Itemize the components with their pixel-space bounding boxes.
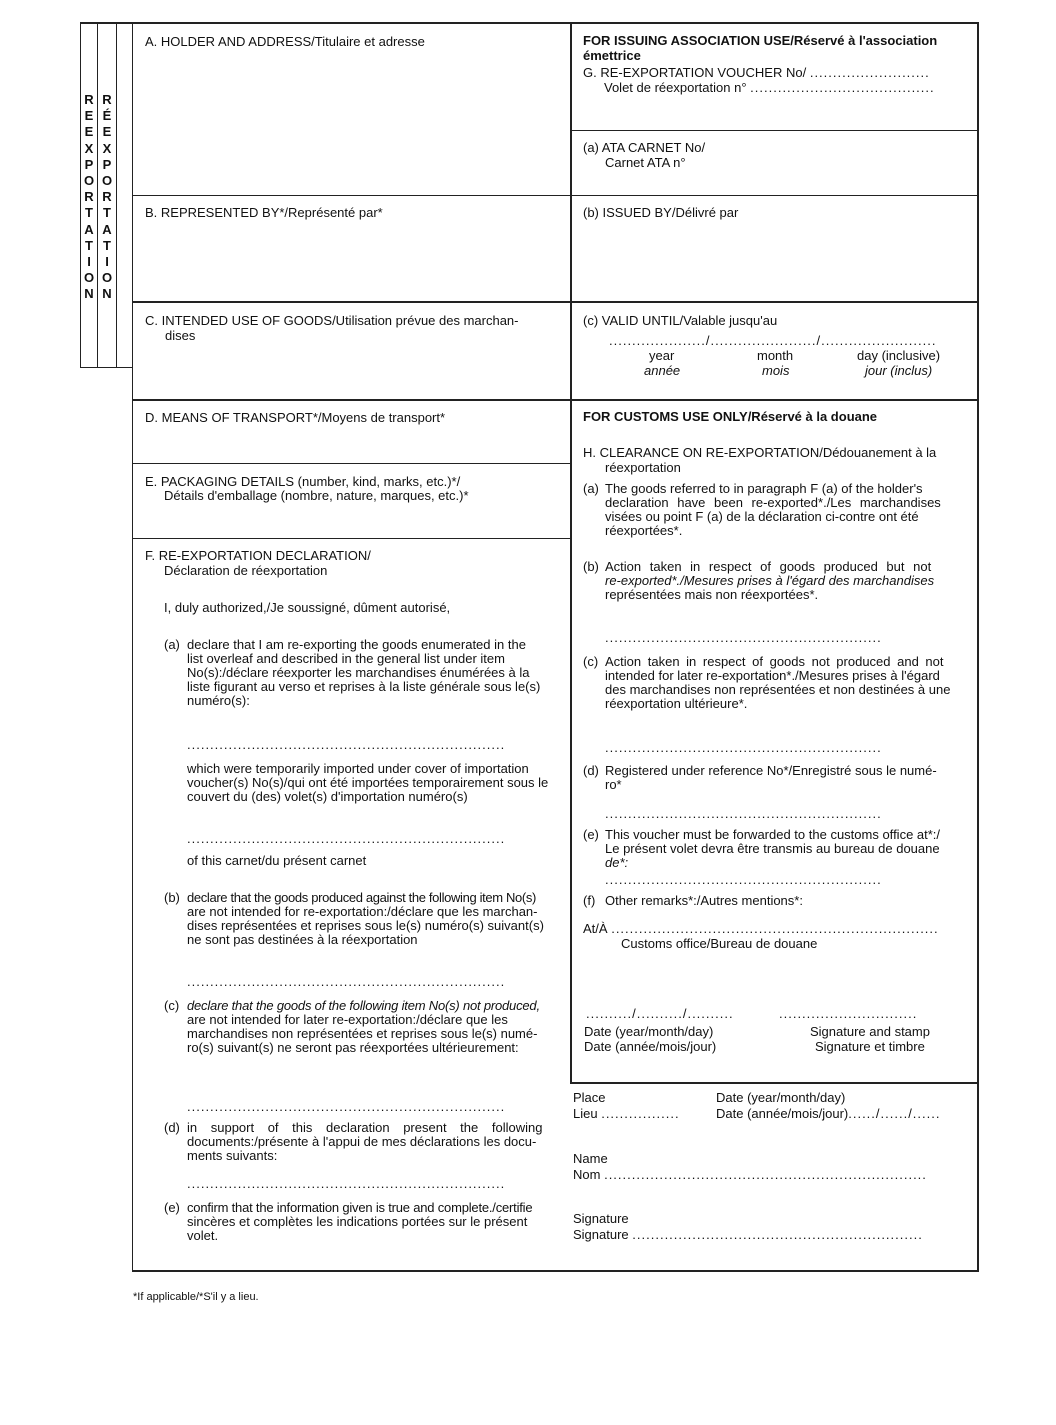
reexportation-declaration-label-fr: Déclaration de réexportation [164,563,328,578]
name-label: Name [573,1151,608,1166]
voucher-number-label: G. RE-EXPORTATION VOUCHER No/ .......................... [583,65,930,80]
hb-marker: (b) [583,559,599,574]
ha-text-2: declaration have been re-exported*./Les marchandises [605,495,941,510]
fe-text-1: confirm that the information given is true and complete./certifie [187,1200,533,1215]
fb-text-2: are not intended for re-exportation:/déclare que les marchan- [187,904,538,919]
side1-letter: O [83,173,95,189]
fd-text-1: in support of this declaration present the following [187,1120,543,1135]
fc-text-1: declare that the goods of the following item No(s) not produced, [187,998,540,1013]
fc-text-3: marchandises non représentées et reprises sous le(s) numé- [187,1026,538,1041]
place-label: Place [573,1090,606,1105]
side1-letter: N [84,286,94,302]
fb-text-3: dises représentées et reprises sous le(s) numéro(s) suivant(s) [187,918,544,933]
side2-letter: N [102,286,112,302]
side1-letter: I [87,254,91,270]
customs-signature-field[interactable]: .............................. [779,1006,918,1021]
signature-label: Signature [573,1211,629,1226]
hc-text-1: Action taken in respect of goods not produced and not [605,654,944,669]
fa-marker: (a) [164,637,180,652]
hf-text-1: Other remarks*:/Autres mentions*: [605,893,803,908]
side1-letter: E [84,124,94,140]
fa-carnet-text: of this carnet/du présent carnet [187,853,367,868]
date2-label-fr: Date (année/mois/jour)....../....../...... [716,1106,941,1121]
fa-text-4: liste figurant au verso et reprises à la liste générale sous le(s) [187,679,541,694]
carnet-number-label-fr: Carnet ATA n° [605,155,686,170]
hf-marker: (f) [583,893,596,908]
footnote: *If applicable/*S'il y a lieu. [133,1291,259,1303]
fc-text-2: are not intended for later re-exportation:/déclare que les [187,1012,508,1027]
side2-letter: R [102,92,112,107]
intended-use-label-cont: dises [165,328,196,343]
ha-text-4: réexportées*. [605,523,683,538]
hb-text-1: Action taken in respect of goods produced but not [605,559,932,574]
hb-action-field[interactable]: ............................................................ [605,630,882,645]
fc-marker: (c) [164,998,180,1013]
fa-text-3: No(s):/déclare réexporter les marchandises énumérées à la [187,665,530,680]
side-label-reexportation-fr [100,92,114,303]
he-text-2: Le présent volet devra être transmis au bureau de douane [605,841,940,856]
side1-letter: O [83,270,95,286]
clearance-label-cont: réexportation [605,460,681,475]
frame-bottom [132,1270,979,1272]
hd-text-1: Registered under reference No*/Enregistré sous le numé- [605,763,937,778]
nom-label: Nom ...................................................................... [573,1167,927,1182]
side-col-divider [97,22,98,368]
frame-top [80,22,978,24]
issuing-association-heading-cont: émettrice [583,48,641,63]
fb-text-4: ne sont pas destinées à la réexportation [187,932,418,947]
fb-item-numbers-field[interactable]: ..................................................................... [187,974,506,989]
date2-label: Date (year/month/day) [716,1090,846,1105]
divider-a-b [132,195,978,196]
fe-text-2: sincères et complètes les indications portées sur le présent [187,1214,528,1229]
hc-text-3: des marchandises non représentées et non destinées à une [605,682,951,697]
divider-d-e [132,463,572,464]
customs-signature-label: Signature and stamp [810,1024,930,1039]
side1-letter: T [85,205,93,221]
side1-letter: A [84,221,94,237]
hc-text-2: intended for later re-exportation*./Mesures prises à l'égard [605,668,940,683]
fd-marker: (d) [164,1120,180,1135]
left-col-border [132,22,133,1272]
jour-label: jour (inclus) [865,363,933,378]
divider-customs-bottom [571,1082,978,1084]
reexportation-declaration-label: F. RE-EXPORTATION DECLARATION/ [145,548,371,563]
fa-item-numbers-field[interactable]: ..................................................................... [187,737,506,752]
hb-text-2: re-exported*./Mesures prises à l'égard des marchandises [605,573,935,588]
side1-letter: P [84,156,94,172]
fa-voucher-numbers-field[interactable]: ..................................................................... [187,831,506,846]
at-label: At/À ....................................................................... [583,921,939,936]
customs-signature-label-fr: Signature et timbre [815,1039,925,1054]
ha-text-3: visées ou point F (a) de la déclaration ci-contre ont été [605,509,919,524]
center-divider [570,22,572,1084]
side1-letter: R [84,189,94,205]
frame-left-outer [80,22,81,368]
side2-letter: T [103,205,111,221]
side2-letter: T [103,237,111,253]
side-bottom [80,367,133,368]
mois-label: mois [762,363,790,378]
he-customs-office-field[interactable]: ............................................................ [605,872,882,887]
side2-letter: R [102,189,112,205]
side2-letter: I [105,254,109,270]
fa-text-1: declare that I am re-exporting the goods enumerated in the [187,637,526,652]
customs-date-field[interactable]: ........../........../.......... [586,1006,734,1021]
carnet-number-label: (a) ATA CARNET No/ [583,140,706,155]
divider-e-f [132,538,572,539]
holder-address-label: A. HOLDER AND ADDRESS/Titulaire et adresse [145,34,425,49]
hb-text-3: représentées mais non réexportées*. [605,587,819,602]
fd-text-2: documents:/présente à l'appui de mes déclarations les docu- [187,1134,537,1149]
hd-text-2: ro* [605,777,622,792]
side1-letter: X [84,140,94,156]
annee-label: année [644,363,681,378]
hc-action-field[interactable]: ............................................................ [605,740,882,755]
packaging-details-label-fr: Détails d'emballage (nombre, nature, marques, etc.)* [164,488,469,503]
authorized-statement: I, duly authorized,/Je soussigné, dûment autorisé, [164,600,451,615]
divider-b-c [132,301,978,303]
fb-marker: (b) [164,890,180,905]
side1-letter: R [84,92,94,107]
hd-reference-field[interactable]: ............................................................ [605,806,882,821]
ha-text-1: The goods referred to in paragraph F (a) of the holder's [605,481,923,496]
fc-text-4: ro(s) suivant(s) ne seront pas réexportées ultérieurement: [187,1040,519,1055]
side2-letter: O [101,270,113,286]
side2-letter: X [102,140,112,156]
customs-date-label: Date (year/month/day) [584,1024,714,1039]
hc-marker: (c) [583,654,599,669]
fe-marker: (e) [164,1200,180,1215]
customs-use-heading: FOR CUSTOMS USE ONLY/Réservé à la douane [583,409,878,424]
fd-documents-field[interactable]: ..................................................................... [187,1176,506,1191]
issued-by-label: (b) ISSUED BY/Délivré par [583,205,739,220]
fa-text-2: list overleaf and described in the general list under item [187,651,505,666]
fb-text-1: declare that the goods produced against the following item No(s) [187,890,537,905]
side2-letter: E [102,124,112,140]
side2-letter: É [102,108,112,124]
side2-letter: P [102,156,112,172]
packaging-details-label: E. PACKAGING DETAILS (number, kind, marks, etc.)*/ [145,474,461,489]
customs-office-label: Customs office/Bureau de douane [621,936,818,951]
clearance-label: H. CLEARANCE ON RE-EXPORTATION/Dédouanement à la [583,445,937,460]
fa-text-5: numéro(s): [187,693,250,708]
lieu-label: Lieu ................. [573,1106,680,1121]
customs-date-label-fr: Date (année/mois/jour) [584,1039,717,1054]
he-text-3: de*: [605,855,629,870]
side1-letter: E [84,108,94,124]
voucher-number-label-fr: Volet de réexportation n° ........................................ [604,80,935,95]
valid-until-date-field[interactable]: ...................../......................./......................... [609,333,937,348]
month-label: month [757,348,794,363]
intended-use-label: C. INTENDED USE OF GOODS/Utilisation prévue des marchan- [145,313,519,328]
fe-text-3: volet. [187,1228,219,1243]
divider-c-d [132,399,978,401]
side-label-reexportation [82,92,96,303]
side1-letter: T [85,237,93,253]
fa-cont-1: which were temporarily imported under cover of importation [187,761,529,776]
valid-until-label: (c) VALID UNTIL/Valable jusqu'au [583,313,778,328]
fd-text-3: ments suivants: [187,1148,278,1163]
fa-cont-2: voucher(s) No(s)/qui ont été importées temporairement sous le [187,775,549,790]
divider-g-a [571,130,978,131]
side-col-divider-2 [116,22,117,368]
frame-right [977,22,979,1272]
represented-by-label: B. REPRESENTED BY*/Représenté par* [145,205,383,220]
year-label: year [649,348,675,363]
fc-item-numbers-field[interactable]: ..................................................................... [187,1099,506,1114]
fa-cont-3: couvert du (des) volet(s) d'importation numéro(s) [187,789,468,804]
he-text-1: This voucher must be forwarded to the customs office at*:/ [605,827,941,842]
he-marker: (e) [583,827,599,842]
side2-letter: A [102,221,112,237]
means-of-transport-label: D. MEANS OF TRANSPORT*/Moyens de transport* [145,410,446,425]
ha-marker: (a) [583,481,599,496]
issuing-association-heading: FOR ISSUING ASSOCIATION USE/Réservé à l'association [583,33,938,48]
hd-marker: (d) [583,763,599,778]
signature-label-fr: Signature ............................................................... [573,1227,923,1242]
hc-text-4: réexportation ultérieure*. [605,696,748,711]
side2-letter: O [101,173,113,189]
day-label: day (inclusive) [857,348,941,363]
